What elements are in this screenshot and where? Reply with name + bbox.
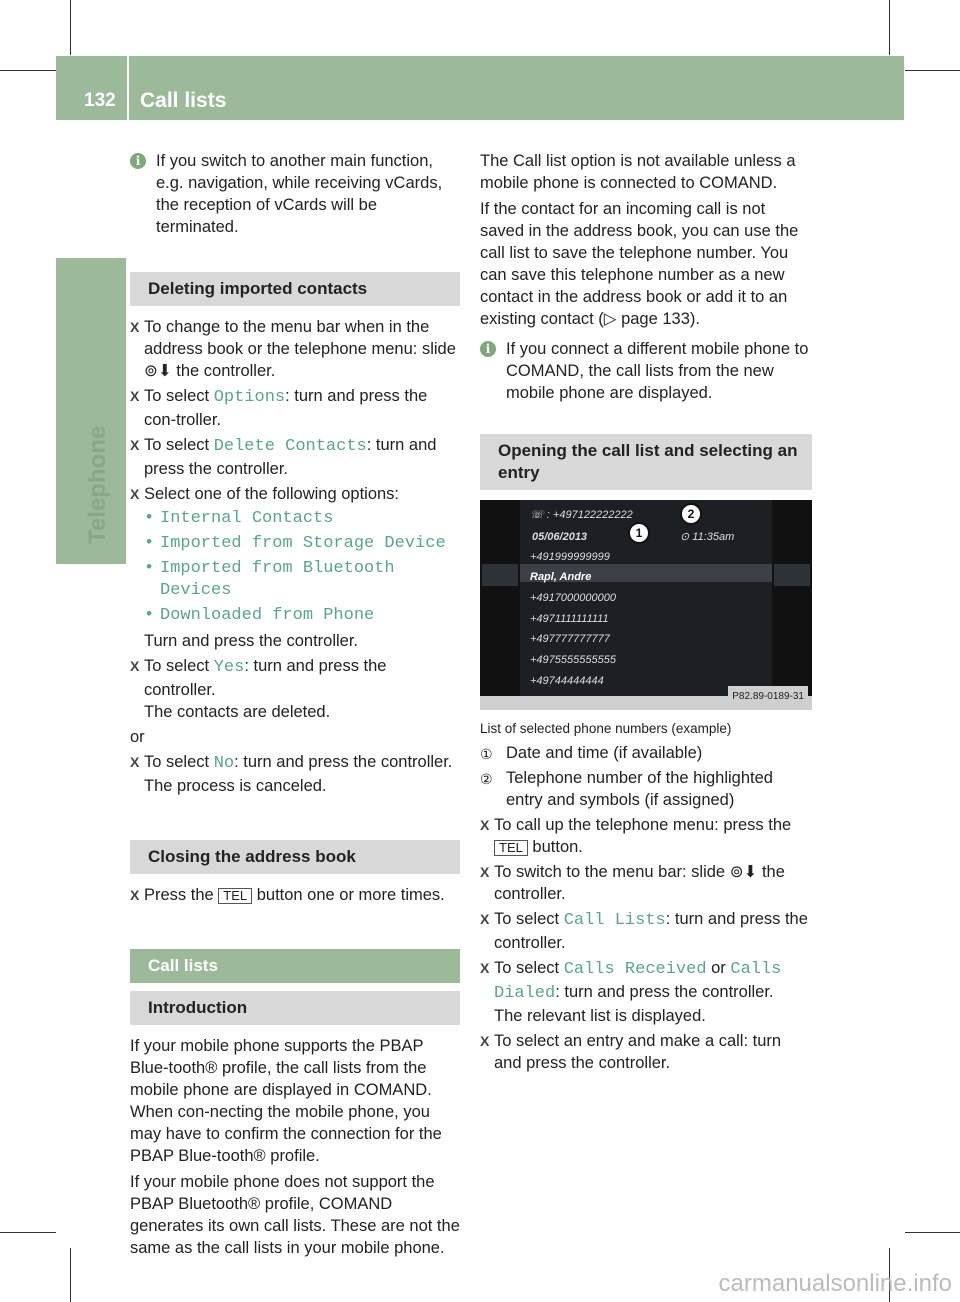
section-heading: Opening the call list and selecting an entry: [480, 434, 812, 490]
tel-key: TEL: [494, 840, 528, 856]
paragraph: The Call list option is not available unless a mobile phone is connected to COMAND.: [480, 152, 796, 192]
step: X To select Call Lists: turn and press the controller.: [480, 908, 812, 954]
step: X To select Calls Received or Calls Dialed: turn and press the controller. The relevant list is displayed.: [480, 957, 812, 1027]
screen-text: ⊙ 11:35am: [680, 531, 735, 543]
figure-caption: List of selected phone numbers (example): [480, 721, 732, 736]
step: X To select an entry and make a call: turn and press the controller.: [480, 1030, 812, 1074]
step: X To switch to the menu bar: slide ⊚⬇ the controller.: [480, 861, 812, 905]
crop-mark: [0, 70, 56, 71]
list-row: +491999999999: [530, 551, 610, 563]
tel-key: TEL: [218, 888, 252, 904]
step: X To select No: turn and press the controller. The process is canceled.: [130, 751, 460, 797]
callout-2: 2: [680, 503, 702, 525]
option-item: • Imported from Bluetooth Devices: [130, 558, 460, 602]
header-divider: [127, 56, 129, 120]
main-heading: Call lists: [130, 949, 460, 983]
step: X To select Delete Contacts: turn and press the controller.: [130, 434, 460, 480]
or-text: or: [130, 728, 145, 746]
screen-side-button: [774, 564, 810, 586]
crop-mark: [70, 1248, 71, 1302]
info-icon: i: [480, 341, 496, 357]
info-note: i If you connect a different mobile phone to COMAND, the call lists from the new mobile phone are displayed.: [480, 338, 812, 404]
info-icon: i: [130, 153, 146, 169]
list-row: +4975555555555: [530, 654, 616, 666]
list-row: +4971111111111: [530, 613, 609, 625]
left-column: [130, 150, 460, 1259]
paragraph: If your mobile phone supports the PBAP Blue-tooth® profile, the call lists from the mobile phone are displayed in COMAND. When con-necting the mobile phone, you may have to confirm the connection for the PBAP Blue-tooth® profile.: [130, 1037, 442, 1165]
option-item: • Internal Contacts: [130, 508, 460, 530]
step: X Press the TEL button one or more times.: [130, 884, 460, 906]
right-column: [480, 150, 812, 1077]
step: X Select one of the following options:: [130, 483, 460, 505]
crop-mark: [905, 1232, 960, 1233]
legend-item: ① Date and time (if available): [480, 744, 703, 762]
legend-item: ② Telephone number of the highlighted entry and symbols (if assigned): [480, 769, 773, 809]
section-heading: Introduction: [130, 991, 460, 1025]
section-heading: Closing the address book: [130, 840, 460, 874]
callout-1: 1: [628, 522, 650, 544]
paragraph: If your mobile phone does not support the PBAP Bluetooth® profile, COMAND generates its own call lists. These are not the same as the call lists in your mobile phone.: [130, 1173, 460, 1257]
option-item: • Imported from Storage Device: [130, 533, 460, 555]
option-item: • Downloaded from Phone: [130, 605, 460, 627]
step: X To call up the telephone menu: press the TEL button.: [480, 814, 812, 858]
page-title: Call lists: [140, 89, 227, 112]
crop-mark: [70, 0, 71, 55]
list-row: +497777777777: [530, 633, 610, 645]
watermark: carmanualsonline.info: [718, 1270, 952, 1297]
list-row: +49744444444: [530, 675, 604, 687]
crop-mark: [0, 1232, 56, 1233]
page-number: 132: [84, 90, 116, 111]
step: X To select Yes: turn and press the controller. The contacts are deleted.: [130, 655, 460, 723]
list-row: Rapl, Andre: [530, 571, 592, 583]
page-header: [56, 56, 904, 120]
step-note: Turn and press the controller.: [144, 632, 359, 650]
screen-text: 05/06/2013: [532, 531, 588, 543]
slide-down-icon: ⊚⬇: [144, 362, 172, 380]
paragraph: If the contact for an incoming call is not saved in the address book, you can use the call list to save the telephone number. You can save this telephone number as a new contact in the address book or add it to an existing contact (▷ page 133).: [480, 200, 799, 328]
crop-mark: [905, 70, 960, 71]
figure-code: P82.89-0189-31: [728, 686, 808, 708]
crop-mark: [889, 0, 890, 55]
slide-down-icon: ⊚⬇: [729, 863, 758, 881]
list-row: +4917000000000: [530, 592, 616, 604]
screen-text: ☏ : +497122222222: [530, 509, 633, 521]
screenshot-call-list: [480, 500, 812, 710]
screen-side-button: [482, 564, 518, 586]
chapter-label: Telephone: [84, 425, 111, 544]
section-heading: Deleting imported contacts: [130, 272, 460, 306]
info-note: i If you switch to another main function, e.g. navigation, while receiving vCards, the reception of vCards will be terminated.: [130, 150, 460, 238]
step: X To select Options: turn and press the con-troller.: [130, 385, 460, 431]
step: X To change to the menu bar when in the address book or the telephone menu: slide ⊚⬇ the controller.: [130, 316, 460, 382]
